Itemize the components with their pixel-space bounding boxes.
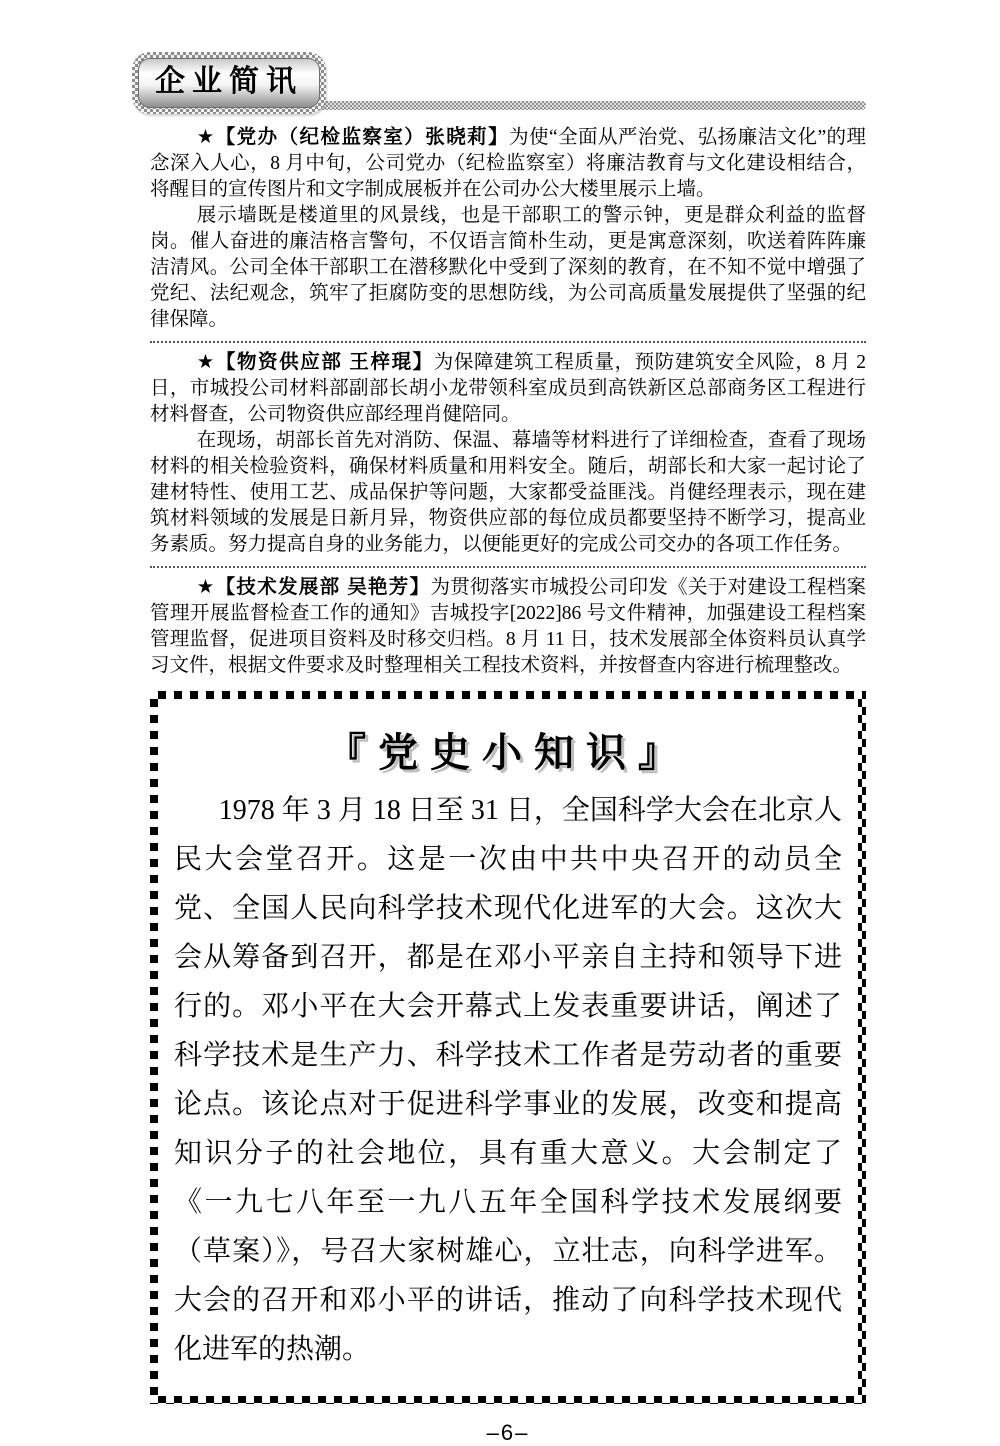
news-section-supply-dept	[150, 349, 866, 558]
news-section-party-office	[150, 124, 866, 333]
knowledge-box-inner	[158, 699, 858, 1396]
news-1-paragraph-2: 展示墙既是楼道里的风景线，也是干部职工的警示钟，更是群众利益的监督岗。催人奋进的廉洁格言警句，不仅语言简朴生动，更是寓意深刻，吹送着阵阵廉洁清风。公司全体干部职工在潜移默化中受到了深刻的教育，在不知不觉中增强了党纪、法纪观念，筑牢了拒腐防变的思想防线，为公司高质量发展提供了坚强的纪律保障。	[150, 205, 866, 330]
news-2-lead: 为保障建筑工程质量，预防建筑安全风险，8 月 2 日，市城投公司材料部副部长胡小龙带领科室成员到高铁新区总部商务区工程进行材料督查，公司物资供应部经理肖健陪同。	[150, 352, 866, 425]
news-3-lead: 为贯彻落实市城投公司印发《关于对建设工程档案管理开展监督检查工作的通知》吉城投字[2022]86 号文件精神，加强建设工程档案管理监督，促进项目资料及时移交归档。8 月 11 日，技术发展部全体资料员认真学习文件，根据文件要求及时整理相关工程技术资料，并按督查内容进行梳理整改。	[150, 577, 866, 676]
news-2-head: ★【物资供应部 王梓琨】	[196, 351, 434, 373]
news-1-paragraph-1	[150, 124, 866, 203]
masthead-badge	[132, 52, 326, 114]
masthead-rule	[252, 101, 866, 110]
section-divider-1	[150, 341, 866, 343]
masthead-badge-label: 企业简讯	[138, 58, 320, 108]
section-divider-2	[150, 566, 866, 568]
page-number: –6–	[486, 1420, 530, 1445]
knowledge-box-title: 『党史小知识』	[326, 730, 690, 775]
news-3-paragraph-1	[150, 574, 866, 679]
knowledge-box-body: 1978 年 3 月 18 日至 31 日，全国科学大会在北京人民大会堂召开。这是一次由中共中央召开的动员全党、全国人民向科学技术现代化进军的大会。这次大会从筹备到召开，都是在邓小平亲自主持和领导下进行的。邓小平在大会开幕式上发表重要讲话，阐述了科学技术是生产力、科学技术工作者是劳动者的重要论点。该论点对于促进科学事业的发展，改变和提高知识分子的社会地位，具有重大意义。大会制定了《一九七八年至一九八五年全国科学技术发展纲要（草案）》，号召大家树雄心，立壮志，向科学进军。大会的召开和邓小平的讲话，推动了向科学技术现代化进军的热潮。	[174, 795, 842, 1365]
news-1-lead: 为使“全面从严治党、弘扬廉洁文化”的理念深入人心，8 月中旬，公司党办（纪检监察室）将廉洁教育与文化建设相结合，将醒目的宣传图片和文字制成展板并在公司办公大楼里展示上墙。	[150, 127, 867, 200]
news-2-paragraph-2: 在现场，胡部长首先对消防、保温、幕墙等材料进行了详细检查，查看了现场材料的相关检验资料，确保材料质量和用料安全。随后，胡部长和大家一起讨论了建材特性、使用工艺、成品保护等问题，大家都受益匪浅。肖健经理表示，现在建筑材料领域的发展是日新月异，物资供应部的每位成员都要坚持不断学习，提高业务素质。努力提高自身的业务能力，以便能更好的完成公司交办的各项工作任务。	[150, 430, 866, 555]
page-content	[150, 124, 866, 1446]
news-2-paragraph-1	[150, 349, 866, 428]
knowledge-box	[150, 691, 866, 1404]
news-1-head: ★【党办（纪检监察室）张晓莉】	[196, 126, 510, 148]
news-section-tech-dept	[150, 574, 866, 679]
news-3-head: ★【技术发展部 吴艳芳】	[196, 576, 431, 598]
